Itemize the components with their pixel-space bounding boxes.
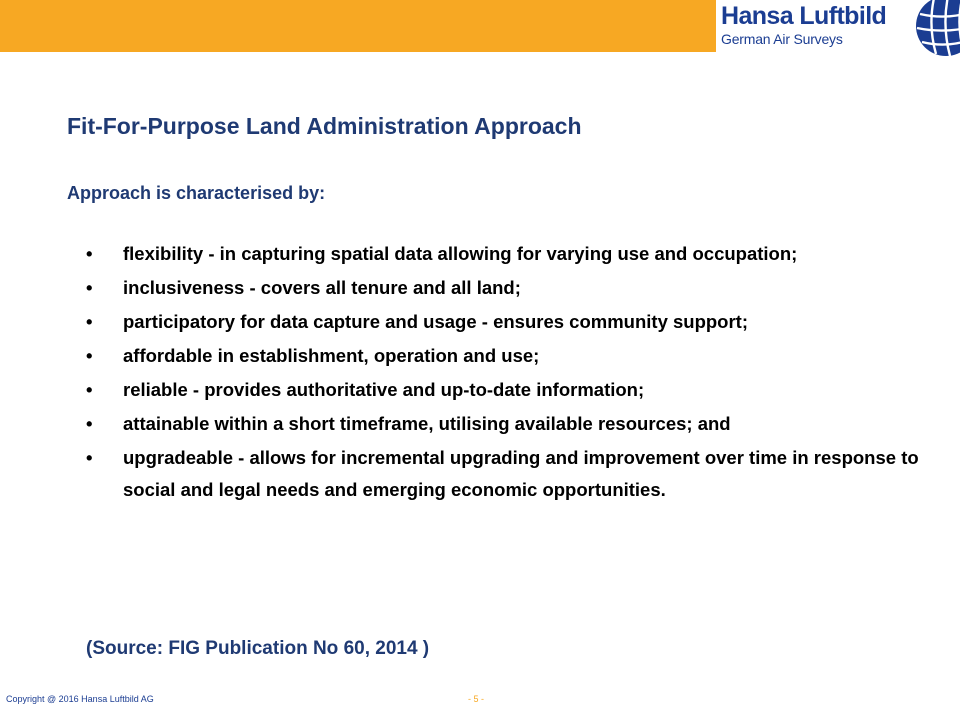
footer-page-number: - 5 - bbox=[468, 694, 485, 704]
bullet-item bbox=[86, 306, 946, 338]
bullet-marker: • bbox=[86, 345, 93, 366]
bullet-text: affordable in establishment, operation and use; bbox=[123, 345, 540, 366]
bullet-marker: • bbox=[86, 447, 93, 468]
logo-name: Hansa Luftbild bbox=[721, 2, 887, 30]
bullet-text: inclusiveness - covers all tenure and all land; bbox=[123, 277, 521, 298]
bullet-item bbox=[86, 238, 946, 270]
bullet-marker: • bbox=[86, 243, 93, 264]
header-bar bbox=[0, 0, 960, 52]
logo-tagline: German Air Surveys bbox=[721, 31, 843, 47]
brand-logo bbox=[716, 0, 960, 52]
bullet-marker: • bbox=[86, 413, 93, 434]
bullet-text: flexibility - in capturing spatial data allowing for varying use and occupation; bbox=[123, 243, 798, 264]
slide-subtitle: Approach is characterised by: bbox=[67, 183, 326, 203]
bullet-marker: • bbox=[86, 379, 93, 400]
bullet-text: attainable within a short timeframe, utilising available resources; and bbox=[123, 413, 731, 434]
slide-title: Fit-For-Purpose Land Administration Approach bbox=[67, 113, 582, 139]
bullet-marker: • bbox=[86, 311, 93, 332]
source-citation: (Source: FIG Publication No 60, 2014 ) bbox=[86, 638, 430, 659]
bullet-text: participatory for data capture and usage - ensures community support; bbox=[123, 311, 749, 332]
bullet-item bbox=[86, 442, 946, 506]
bullet-item bbox=[86, 408, 946, 440]
globe-grid-icon bbox=[914, 0, 960, 58]
bullet-item bbox=[86, 340, 946, 372]
footer-copyright: Copyright @ 2016 Hansa Luftbild AG bbox=[6, 694, 154, 704]
bullet-list bbox=[86, 238, 946, 508]
bullet-item bbox=[86, 374, 946, 406]
bullet-text: reliable - provides authoritative and up-to-date information; bbox=[123, 379, 645, 400]
bullet-text: upgradeable - allows for incremental upgrading and improvement over time in response to social and legal needs and emerging economic opportunities. bbox=[123, 447, 919, 500]
bullet-item bbox=[86, 272, 946, 304]
logo-text-block bbox=[721, 4, 886, 46]
bullet-marker: • bbox=[86, 277, 93, 298]
